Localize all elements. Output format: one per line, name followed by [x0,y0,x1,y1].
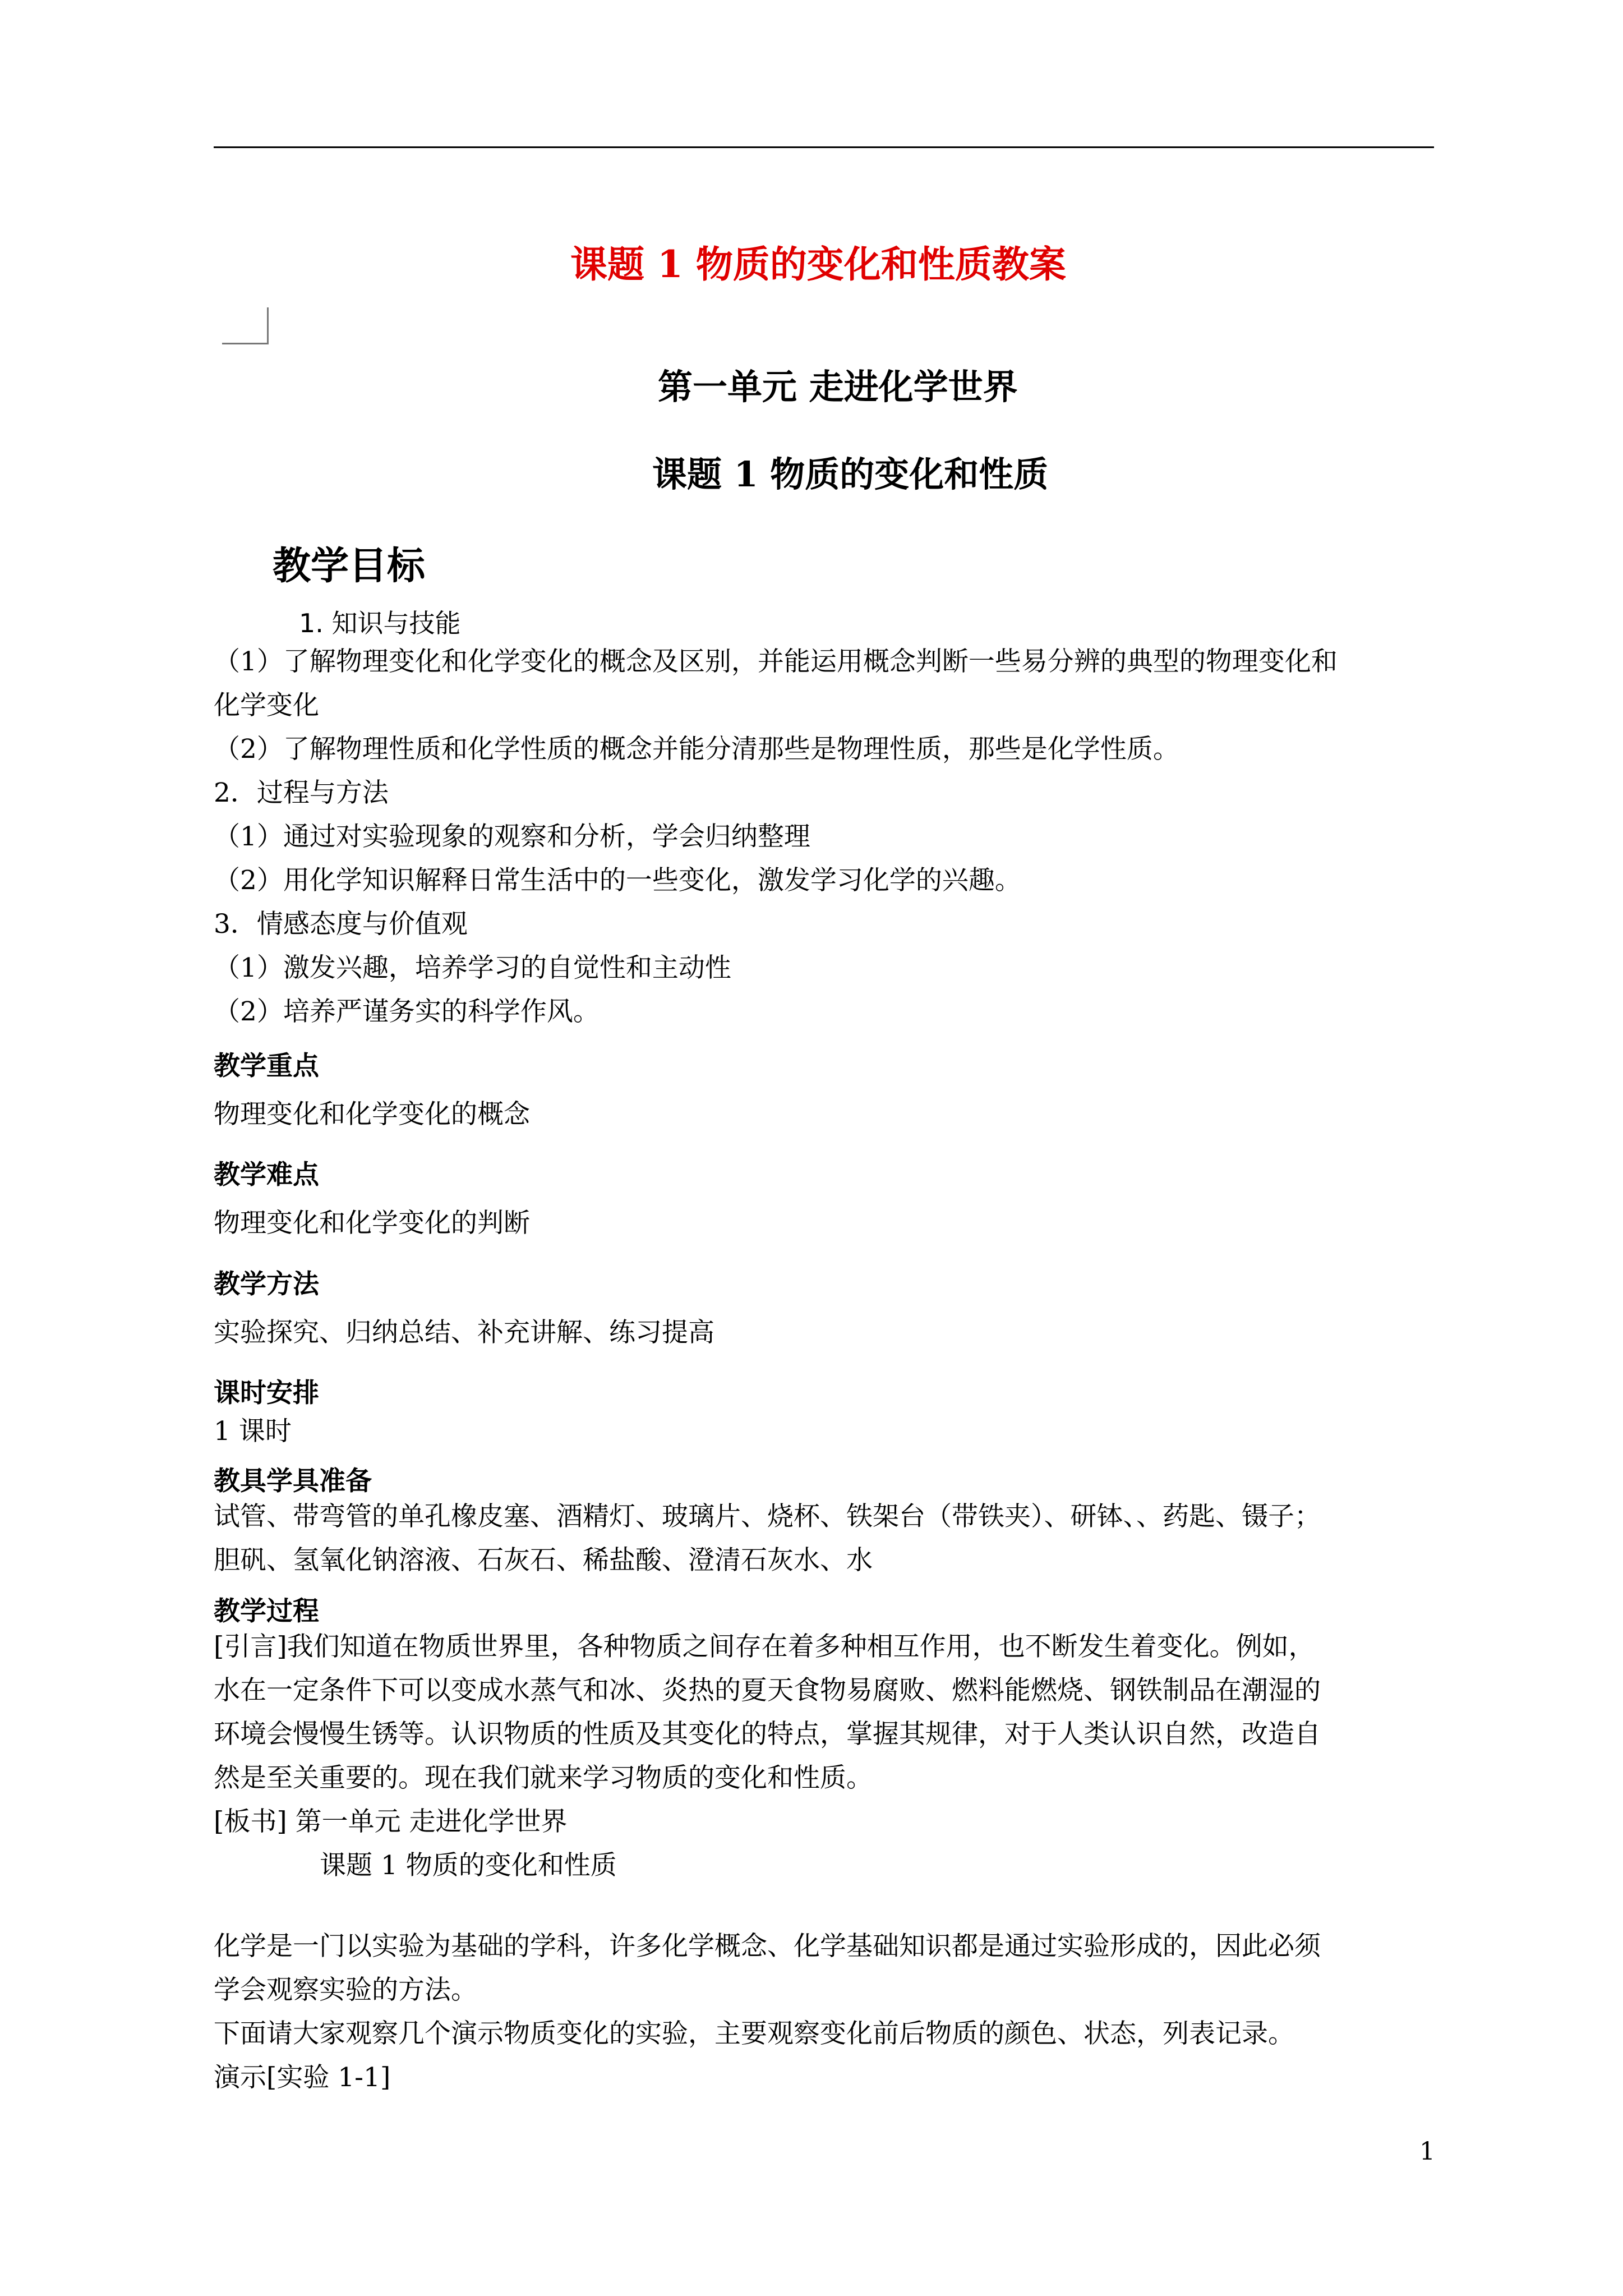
difficulty-heading: 教学难点 [214,1159,319,1190]
objective-item-4: （2）用化学知识解释日常生活中的一些变化，激发学习化学的兴趣。 [214,865,1021,896]
objective-item-3: （1）通过对实验现象的观察和分析，学会归纳整理 [214,821,810,852]
board-line-1: [板书] 第一单元 走进化学世界 [214,1806,568,1837]
lesson-heading: 课题 1 物质的变化和性质 [652,454,1049,495]
crop-mark-horizontal [222,343,268,344]
difficulty-text: 物理变化和化学变化的判断 [214,1208,530,1239]
key-point-heading: 教学重点 [214,1051,319,1082]
intro-line-1: [引言]我们知道在物质世界里，各种物质之间存在着多种相互作用，也不断发生着变化。例如， [214,1631,1315,1662]
materials-line-2: 胆矾、氢氧化钠溶液、石灰石、稀盐酸、澄清石灰水、水 [214,1545,873,1576]
key-point-text: 物理变化和化学变化的概念 [214,1099,530,1130]
schedule-text: 1 课时 [214,1416,292,1447]
schedule-heading: 课时安排 [214,1378,319,1409]
board-line-2: 课题 1 物质的变化和性质 [320,1850,617,1881]
crop-mark-vertical [267,307,269,344]
objective-item-5: （1）激发兴趣，培养学习的自觉性和主动性 [214,953,731,983]
demo-label: 演示[实验 1-1] [214,2062,391,2093]
document-title: 课题 1 物质的变化和性质教案 [570,242,1066,286]
materials-line-1: 试管、带弯管的单孔橡皮塞、酒精灯、玻璃片、烧杯、铁架台（带铁夹）、研钵、、药匙、镊子； [214,1501,1321,1532]
objectives-heading: 教学目标 [273,544,426,588]
intro-line-3: 环境会慢慢生锈等。认识物质的性质及其变化的特点，掌握其规律，对于人类认识自然，改造自 [214,1719,1321,1750]
paragraph-line-1: 化学是一门以实验为基础的学科，许多化学概念、化学基础知识都是通过实验形成的，因此必须 [214,1931,1321,1962]
page-number: 1 [1419,2137,1435,2166]
objective-item-2: （2）了解物理性质和化学性质的概念并能分清那些是物理性质，那些是化学性质。 [214,734,1179,765]
paragraph-line-2: 学会观察实验的方法。 [214,1975,477,2005]
objective-section-process: 2．过程与方法 [214,777,389,808]
method-text: 实验探究、归纳总结、补充讲解、练习提高 [214,1317,714,1348]
objective-item-1-line-1: （1）了解物理变化和化学变化的概念及区别，并能运用概念判断一些易分辨的典型的物理变化和 [214,646,1338,677]
objective-section-attitude: 3．情感态度与价值观 [214,909,468,940]
materials-heading: 教具学具准备 [214,1466,372,1497]
paragraph-line-3: 下面请大家观察几个演示物质变化的实验，主要观察变化前后物质的颜色、状态，列表记录。 [214,2018,1294,2049]
process-heading: 教学过程 [214,1596,319,1627]
method-heading: 教学方法 [214,1269,319,1300]
header-rule [214,146,1434,148]
objective-item-1-line-2: 化学变化 [214,690,319,721]
intro-line-4: 然是至关重要的。现在我们就来学习物质的变化和性质。 [214,1763,873,1793]
objective-item-6: （2）培养严谨务实的科学作风。 [214,996,600,1027]
intro-line-2: 水在一定条件下可以变成水蒸气和冰、炎热的夏天食物易腐败、燃料能燃烧、钢铁制品在潮湿的 [214,1675,1321,1706]
objective-section-knowledge: 1. 知识与技能 [299,608,461,638]
unit-heading: 第一单元 走进化学世界 [658,366,1018,407]
